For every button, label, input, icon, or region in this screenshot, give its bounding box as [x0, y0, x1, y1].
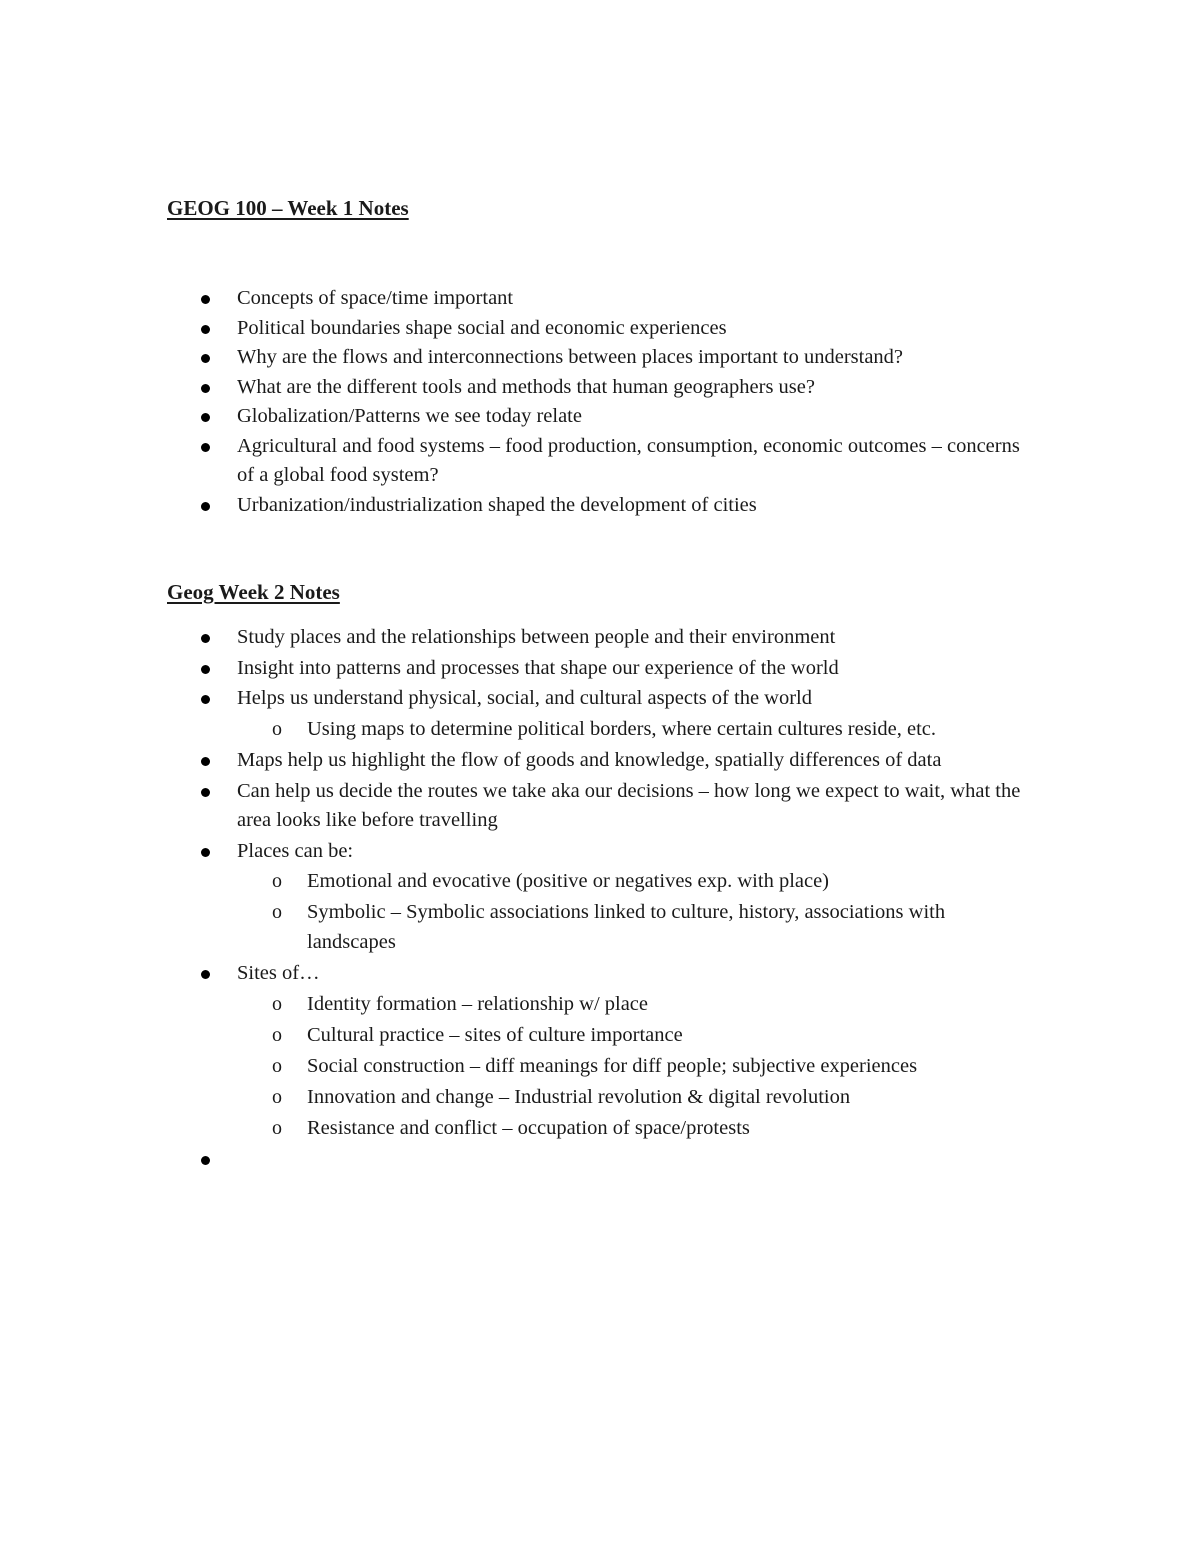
hollow-bullet-icon: o	[272, 717, 282, 740]
list-item	[0, 432, 1037, 491]
bullet-dot-icon	[201, 1156, 210, 1165]
sub-list-item-text: Symbolic – Symbolic associations linked to culture, history, associations with landscapes	[307, 901, 946, 953]
list-item-text: Why are the flows and interconnections between places important to understand?	[237, 346, 904, 368]
week1-bullet-list	[0, 284, 1037, 520]
sub-list	[237, 867, 1037, 957]
list-item-text: Can help us decide the routes we take aka our decisions – how long we expect to wait, what the area looks like before travelling	[237, 779, 1021, 831]
list-item-text: Political boundaries shape social and economic experiences	[237, 316, 727, 339]
sub-list-item	[0, 1114, 1037, 1144]
bullet-dot-icon	[201, 757, 210, 766]
bullet-dot-icon	[201, 848, 210, 857]
list-item	[0, 343, 1037, 373]
list-item	[0, 777, 1037, 836]
list-item-text: Places can be:	[237, 839, 354, 862]
sub-list-item-text: Resistance and conflict – occupation of space/protests	[307, 1116, 750, 1139]
list-item-text: Agricultural and food systems – food production, consumption, economic outcomes – concerns of a global food system?	[237, 434, 1020, 486]
list-item-text: Sites of…	[237, 962, 320, 984]
bullet-dot-icon	[201, 295, 210, 304]
list-item-text: What are the different tools and methods that human geographers use?	[237, 375, 815, 398]
list-item-text: Globalization/Patterns we see today relate	[237, 405, 582, 427]
sub-list-item-text: Emotional and evocative (positive or negatives exp. with place)	[307, 870, 830, 892]
sub-list-item	[0, 715, 1037, 745]
bullet-dot-icon	[201, 634, 210, 643]
sub-list-item-text: Identity formation – relationship w/ place	[307, 992, 649, 1015]
list-item-text: Urbanization/industrialization shaped the development of cities	[237, 493, 757, 516]
bullet-dot-icon	[201, 354, 210, 363]
list-item	[0, 284, 1037, 314]
bullet-dot-icon	[201, 665, 210, 674]
bullet-dot-icon	[201, 443, 210, 452]
list-item	[0, 684, 1037, 744]
bullet-dot-icon	[201, 502, 210, 511]
sub-list-item	[0, 898, 1037, 957]
sub-list-item	[0, 990, 1037, 1020]
week2-bullet-list	[0, 623, 1037, 1145]
sub-list-item	[0, 867, 1037, 897]
hollow-bullet-icon: o	[272, 1054, 282, 1077]
list-item	[0, 746, 1037, 776]
list-item	[0, 314, 1037, 344]
sub-list	[237, 990, 1037, 1144]
list-item	[0, 373, 1037, 403]
sub-list-item-text: Using maps to determine political borders, where certain cultures reside, etc.	[307, 717, 937, 740]
list-item-text: Study places and the relationships between people and their environment	[237, 626, 836, 648]
sub-list-item-text: Innovation and change – Industrial revolution & digital revolution	[307, 1085, 851, 1108]
list-item	[0, 402, 1037, 432]
list-item-text: Maps help us highlight the flow of goods and knowledge, spatially differences of data	[237, 749, 942, 771]
hollow-bullet-icon: o	[272, 870, 282, 892]
sub-list-item-text: Social construction – diff meanings for diff people; subjective experiences	[307, 1054, 918, 1077]
hollow-bullet-icon: o	[272, 1085, 282, 1108]
bullet-dot-icon	[201, 970, 210, 979]
hollow-bullet-icon: o	[272, 1116, 282, 1139]
hollow-bullet-icon: o	[272, 992, 282, 1015]
list-item	[0, 623, 1037, 653]
list-item	[0, 837, 1037, 958]
list-item	[0, 654, 1037, 684]
list-item-text: Concepts of space/time important	[237, 287, 514, 309]
list-item	[0, 959, 1037, 1143]
list-item	[0, 491, 1037, 521]
sub-list-item	[0, 1021, 1037, 1051]
week1-heading: GEOG 100 – Week 1 Notes	[167, 196, 409, 220]
bullet-dot-icon	[201, 695, 210, 704]
sub-list-item	[0, 1083, 1037, 1113]
sub-list-item-text: Cultural practice – sites of culture importance	[307, 1023, 683, 1046]
bullet-dot-icon	[201, 384, 210, 393]
bullet-dot-icon	[201, 413, 210, 422]
bullet-dot-icon	[201, 788, 210, 797]
list-item-text: Helps us understand physical, social, and cultural aspects of the world	[237, 687, 812, 709]
bullet-dot-icon	[201, 325, 210, 334]
week2-heading: Geog Week 2 Notes	[167, 580, 340, 604]
sub-list	[237, 715, 1037, 745]
hollow-bullet-icon: o	[272, 901, 282, 923]
list-item-text: Insight into patterns and processes that shape our experience of the world	[237, 656, 839, 679]
hollow-bullet-icon: o	[272, 1023, 282, 1046]
sub-list-item	[0, 1052, 1037, 1082]
